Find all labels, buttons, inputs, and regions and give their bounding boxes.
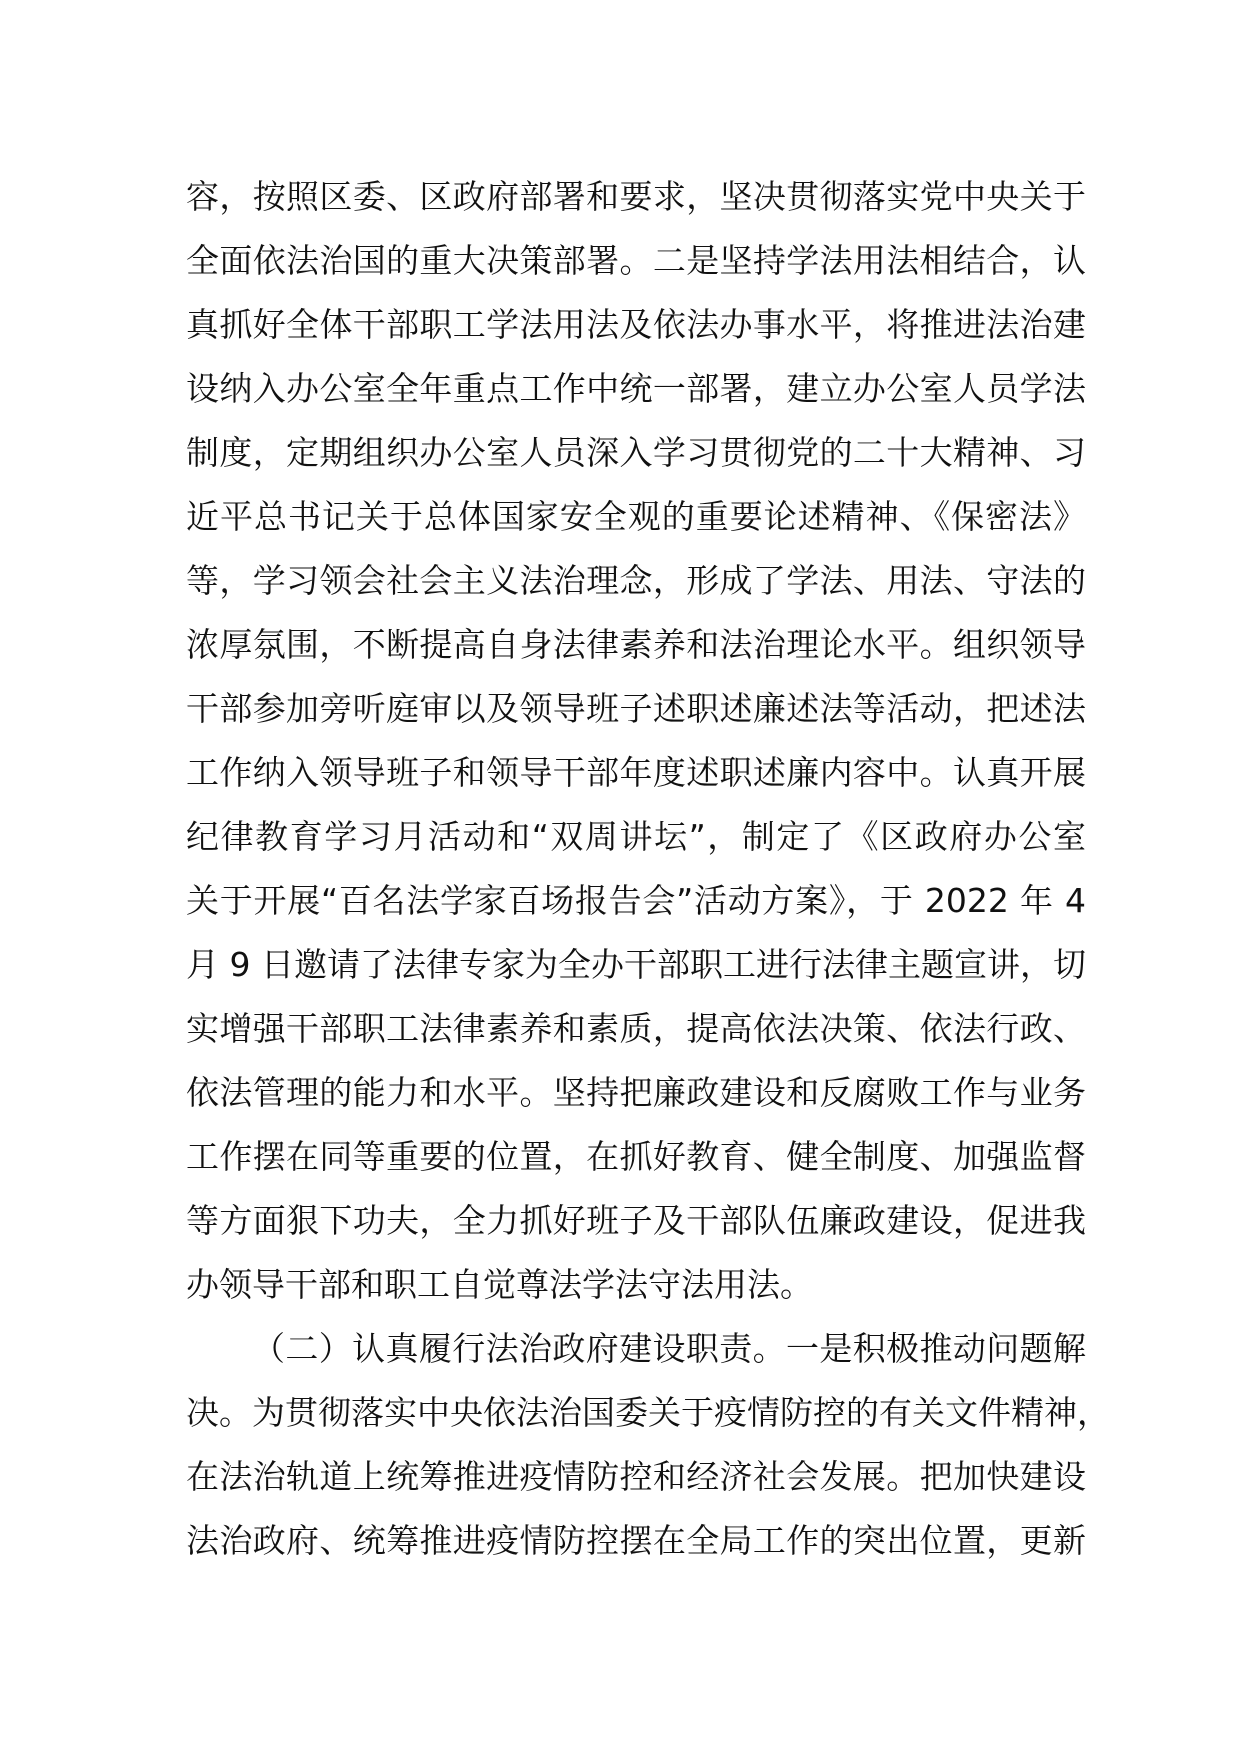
- body-line: 干部参加旁听庭审以及领导班子述职述廉述法等活动，把述法: [186, 689, 1086, 728]
- body-line: 关于开展“百名法学家百场报告会”活动方案》，于 2022 年 4: [186, 881, 1086, 920]
- body-line: 真抓好全体干部职工学法用法及依法办事水平，将推进法治建: [186, 305, 1086, 344]
- body-line: 浓厚氛围，不断提高自身法律素养和法治理论水平。组织领导: [186, 625, 1086, 664]
- body-line: 近平总书记关于总体国家安全观的重要论述精神、《保密法》: [186, 497, 1086, 536]
- body-line: 月 9 日邀请了法律专家为全办干部职工进行法律主题宣讲，切: [186, 945, 1086, 984]
- body-line: 制度，定期组织办公室人员深入学习贯彻党的二十大精神、习: [186, 433, 1086, 472]
- body-line: 全面依法治国的重大决策部署。二是坚持学法用法相结合，认: [186, 241, 1086, 280]
- body-line: 等，学习领会社会主义法治理念，形成了学法、用法、守法的: [186, 561, 1086, 600]
- body-line: 实增强干部职工法律素养和素质，提高依法决策、依法行政、: [186, 1009, 1086, 1048]
- body-line: 纪律教育学习月活动和“双周讲坛”，制定了《区政府办公室: [186, 817, 1086, 856]
- body-line: 在法治轨道上统筹推进疫情防控和经济社会发展。把加快建设: [186, 1457, 1086, 1496]
- body-line: 决。为贯彻落实中央依法治国委关于疫情防控的有关文件精神，: [186, 1393, 1110, 1432]
- section-heading-line: （二）认真履行法治政府建设职责。一是积极推动问题解: [252, 1329, 1086, 1368]
- paragraph-end-line: 办领导干部和职工自觉尊法学法守法用法。: [186, 1265, 813, 1304]
- body-line: 依法管理的能力和水平。坚持把廉政建设和反腐败工作与业务: [186, 1073, 1086, 1112]
- body-line: 工作纳入领导班子和领导干部年度述职述廉内容中。认真开展: [186, 753, 1086, 792]
- body-line: 等方面狠下功夫，全力抓好班子及干部队伍廉政建设，促进我: [186, 1201, 1086, 1240]
- body-line: 容，按照区委、区政府部署和要求，坚决贯彻落实党中央关于: [186, 177, 1086, 216]
- body-line: 设纳入办公室全年重点工作中统一部署，建立办公室人员学法: [186, 369, 1086, 408]
- document-body: [186, 165, 1110, 1573]
- body-line: 工作摆在同等重要的位置，在抓好教育、健全制度、加强监督: [186, 1137, 1086, 1176]
- body-line: 法治政府、统筹推进疫情防控摆在全局工作的突出位置，更新: [186, 1521, 1086, 1560]
